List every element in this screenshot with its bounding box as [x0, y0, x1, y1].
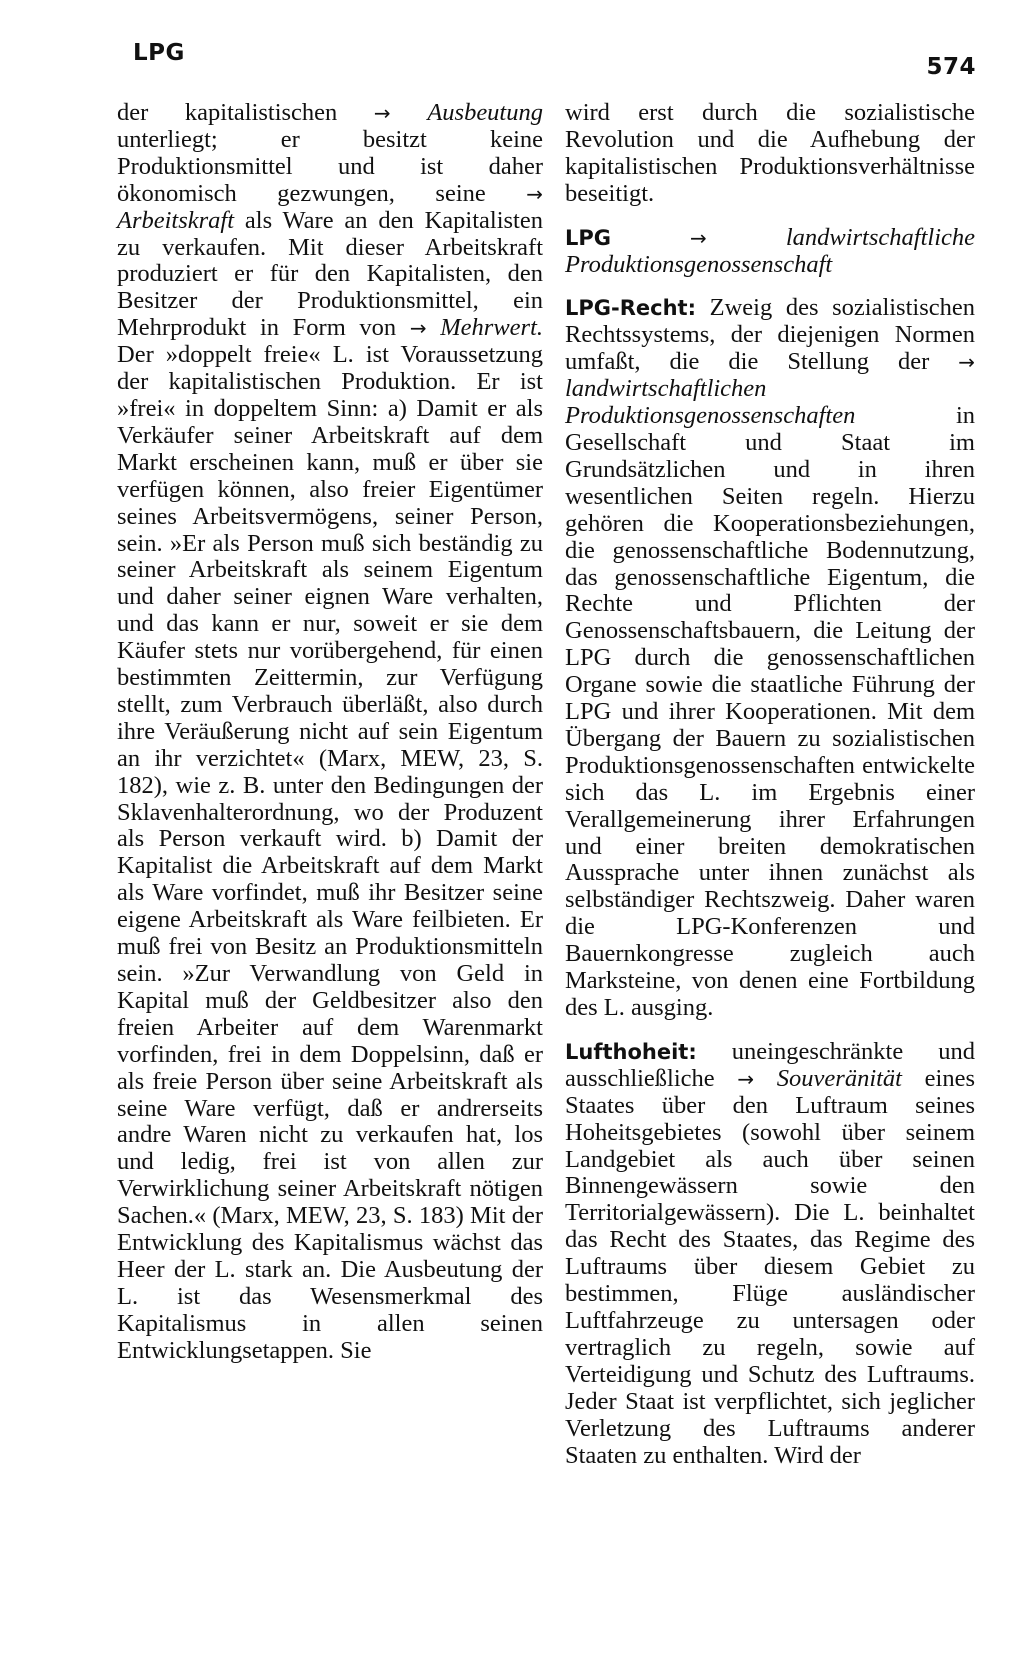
- entry-lpg: [565, 225, 975, 279]
- cross-reference: landwirtschaftlichen Produktionsgenossenschaften: [565, 375, 856, 430]
- cross-reference: landwirtschaftliche Produktionsgenossenschaft: [565, 223, 975, 278]
- cross-reference: Arbeitskraft: [117, 206, 235, 234]
- cross-reference: Souveränität: [776, 1064, 902, 1092]
- entry-term: LPG: [565, 225, 612, 250]
- entry-lpg-recht: [565, 295, 975, 1021]
- entry-text: wird erst durch die sozialistische Revolution und die Aufhebung der kapitalistischen Produktionsverhältnisse beseitigt.: [565, 99, 975, 207]
- running-head: LPG: [133, 40, 185, 66]
- cross-reference-arrow-icon: →: [373, 101, 391, 125]
- cross-reference-arrow-icon: →: [958, 350, 975, 375]
- entry-text: in Gesellschaft und Staat im Grundsätzlichen und in ihren wesentlichen Seiten regeln. Hierzu gehören die Kooperationsbeziehungen, die genossenschaftliche Bodennutzung, das genossenschaftliche Eigentum, die Rechte und Pflichten der Genossenschaftsbauern, die Leitung der LPG durch die genossenschaftlichen Organe sowie die staatliche Führung der LPG und ihrer Kooperationen. Mit dem Übergang der Bauern zu sozialistischen Produktionsgenossenschaften entwickelte sich das L. im Ergebnis einer Verallgemeinerung ihrer Erfahrungen und einer breiten demokratischen Aussprache unter ihnen zunächst als selbständiger Rechtszweig. Daher waren die LPG-Konferenzen und Bauernkongresse zugleich auch Marksteine, von denen eine Fortbildung des L. ausging.: [565, 402, 975, 1021]
- entry-text: Zweig des sozialistischen Rechtssystems, der diejenigen Normen umfaßt, die die Stellung der: [565, 294, 975, 376]
- cross-reference-arrow-icon: →: [690, 225, 707, 250]
- entry-text: als Ware an den Kapitalisten zu verkaufen. Mit dieser Arbeitskraft produziert er für den Kapitalisten, den Besitzer der Produktionsmittel, ein Mehrprodukt in Form von: [117, 206, 543, 342]
- entry-term: LPG-Recht:: [565, 296, 696, 321]
- left-column: [117, 100, 543, 1365]
- entry-term: Lufthoheit:: [565, 1039, 697, 1064]
- entry-text: Der »doppelt freie« L. ist Voraussetzung der kapitalistischen Produktion. Er ist »frei« in doppeltem Sinn: a) Damit er als Verkäufer seiner Arbeitskraft auf dem Markt erscheinen kann, muß er über sie verfügen können, also freier Eigentümer seines Arbeitsvermögens, seiner Person, sein. »Er als Person muß sich beständig zu seiner Arbeitskraft als seinem Eigentum und daher seiner eignen Ware verhalten, und das kann er nur, soweit er sie dem Käufer stets nur vorübergehend, für einen bestimmten Zeittermin, zur Verfügung stellt, zum Verbrauch überläßt, also durch ihre Veräußerung nicht auf sein Eigentum an ihr verzichtet« (Marx, MEW, 23, S. 182), wie z. B. unter den Bedingungen der Sklavenhalterordnung, wo der Produzent als Person verkauft wird. b) Damit der Kapitalist die Arbeitskraft auf dem Markt als Ware vorfindet, muß ihr Besitzer seine eigene Arbeitskraft als Ware feilbieten. Er muß frei von Besitz an Produktionsmitteln sein. »Zur Verwandlung von Geld in Kapital muß der Geldbesitzer also den freien Arbeiter auf dem Warenmarkt vorfinden, frei in dem Doppelsinn, daß er als freie Person über seine Arbeitskraft als seine Ware verfügt, daß er andrerseits andre Waren nicht zu verkaufen hat, los und ledig, frei ist von allen zur Verwirklichung seiner Arbeitskraft nötigen Sachen.« (Marx, MEW, 23, S. 183) Mit der Entwicklung des Kapitalismus wächst das Heer der L. stark an. Die Ausbeutung der L. ist das Wesensmerkmal des Kapitalismus in allen seinen Entwicklungsetappen. Sie: [117, 341, 543, 1364]
- entry-continuation: [117, 100, 543, 1365]
- entry-text: unterliegt; er besitzt keine Produktionsmittel und ist daher ökonomisch gezwungen, seine: [117, 125, 543, 207]
- entry-continuation: [565, 100, 975, 208]
- cross-reference: Ausbeutung: [427, 99, 543, 126]
- cross-reference-arrow-icon: →: [526, 181, 543, 206]
- right-column: [565, 100, 975, 1469]
- entry-text: uneingeschränkte und ausschließliche: [565, 1037, 975, 1092]
- entry-text: der kapitalistischen: [117, 99, 374, 126]
- cross-reference-arrow-icon: →: [409, 316, 427, 341]
- cross-reference-arrow-icon: →: [737, 1066, 755, 1091]
- cross-reference: Mehrwert.: [440, 314, 544, 342]
- entry-text: eines Staates über den Luftraum seines Hoheitsgebietes (sowohl über seinem Landgebiet als auch über seinen Binnengewässern sowie den Territorialgewässern). Die L. beinhaltet das Recht des Staates, das Regime des Luftraums über diesem Gebiet zu bestimmen, Flüge ausländischer Luftfahrzeuge zu untersagen oder vertraglich zu regeln, sowie auf Verteidigung und Schutz des Luftraums. Jeder Staat ist verpflichtet, sich jeglicher Verletzung des Luftraums anderer Staaten zu enthalten. Wird der: [565, 1064, 976, 1469]
- entry-lufthoheit: [565, 1039, 975, 1470]
- page-number: 574: [926, 54, 976, 80]
